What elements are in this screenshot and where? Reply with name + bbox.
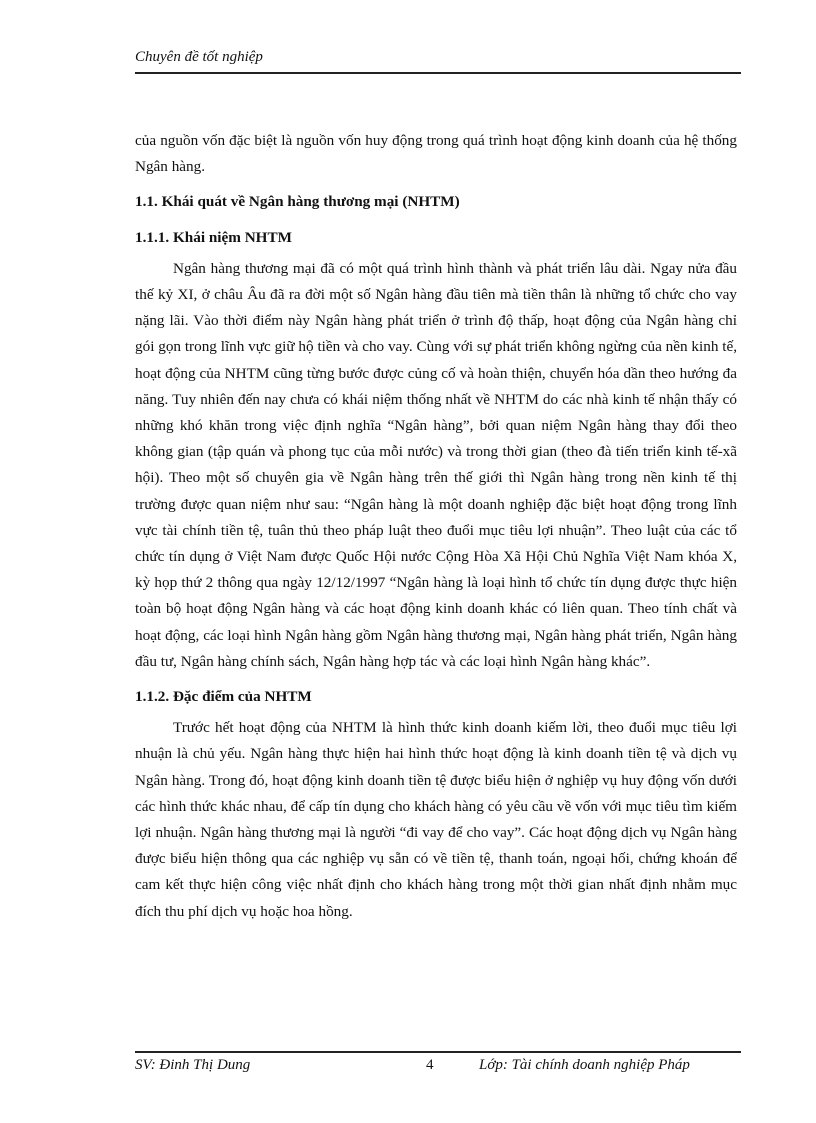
- page-body: [135, 128, 737, 925]
- intro-paragraph: của nguồn vốn đặc biệt là nguồn vốn huy động trong quá trình hoạt động kinh doanh của hệ thống Ngân hàng.: [135, 132, 737, 176]
- footer-class: Lớp: Tài chính doanh nghiệp Pháp: [479, 1057, 690, 1073]
- features-paragraph: Trước hết hoạt động của NHTM là hình thức kinh doanh kiếm lời, theo đuổi mục tiêu lợi nhuận là chủ yếu. Ngân hàng thực hiện hai hình thức hoạt động là kinh doanh tiền tệ và dịch vụ Ngân hàng. Trong đó, hoạt động kinh doanh tiền tệ được biểu hiện ở nghiệp vụ huy động vốn dưới các hình thức khác nhau, để cấp tín dụng cho khách hàng có yêu cầu về vốn với mục tiêu tìm kiếm lợi nhuận. Ngân hàng thương mại là người “đi vay để cho vay”. Các hoạt động dịch vụ Ngân hàng được biểu hiện thông qua các nghiệp vụ sẵn có về tiền tệ, thanh toán, ngoại hối, chứng khoán để cam kết thực hiện công việc nhất định cho khách hàng trong một thời gian nhất định nhằm mục đích thu phí dịch vụ hoặc hoa hồng.: [135, 719, 737, 920]
- header-title: Chuyên đề tốt nghiệp: [135, 49, 263, 65]
- page-header: [135, 48, 741, 74]
- page-footer: [135, 1051, 741, 1081]
- section-heading-1-1: 1.1. Khái quát về Ngân hàng thương mại (NHTM): [135, 193, 460, 211]
- footer-student: SV: Đinh Thị Dung: [135, 1057, 251, 1073]
- section-heading-1-1-2: 1.1.2. Đặc điểm của NHTM: [135, 688, 312, 706]
- section-heading-1-1-1: 1.1.1. Khái niệm NHTM: [135, 228, 292, 246]
- footer-page-number: 4: [426, 1057, 434, 1073]
- concept-paragraph: Ngân hàng thương mại đã có một quá trình hình thành và phát triển lâu dài. Ngay nửa đầu thế kỷ XI, ở châu Âu đã ra đời một số Ngân hàng đầu tiên mà tiền thân là những tổ chức cho vay nặng lãi. Vào thời điểm này Ngân hàng phát triển ở trình độ thấp, hoạt động của Ngân hàng chỉ gói gọn trong lĩnh vực giữ hộ tiền và cho vay. Cùng với sự phát triển không ngừng của nền kinh tế, hoạt động của NHTM cũng từng bước được củng cố và hoàn thiện, chuyển hóa dần theo hướng đa năng. Tuy nhiên đến nay chưa có khái niệm thống nhất về NHTM do các nhà kinh tế nhận thấy có những khó khăn trong việc định nghĩa “Ngân hàng”, bởi quan niệm Ngân hàng thay đổi theo không gian (tập quán và phong tục của mỗi nước) và trong thời gian (theo đà tiến triển kinh tế-xã hội). Theo một số chuyên gia về Ngân hàng trên thế giới thì Ngân hàng trong nền kinh tế thị trường được quan niệm như sau: “Ngân hàng là một doanh nghiệp đặc biệt hoạt động trong lĩnh vực tài chính tiền tệ, tuân thủ theo pháp luật theo đuổi mục tiêu lợi nhuận”. Theo luật của các tổ chức tín dụng ở Việt Nam được Quốc Hội nước Cộng Hòa Xã Hội Chủ Nghĩa Việt Nam khóa X, kỳ họp thứ 2 thông qua ngày 12/12/1997 “Ngân hàng là loại hình tổ chức tín dụng được thực hiện toàn bộ hoạt động Ngân hàng và các hoạt động kinh doanh khác có liên quan. Theo tính chất và hoạt động, các loại hình Ngân hàng gồm Ngân hàng thương mại, Ngân hàng phát triển, Ngân hàng đầu tư, Ngân hàng chính sách, Ngân hàng hợp tác và các loại hình Ngân hàng khác”.: [135, 259, 737, 670]
